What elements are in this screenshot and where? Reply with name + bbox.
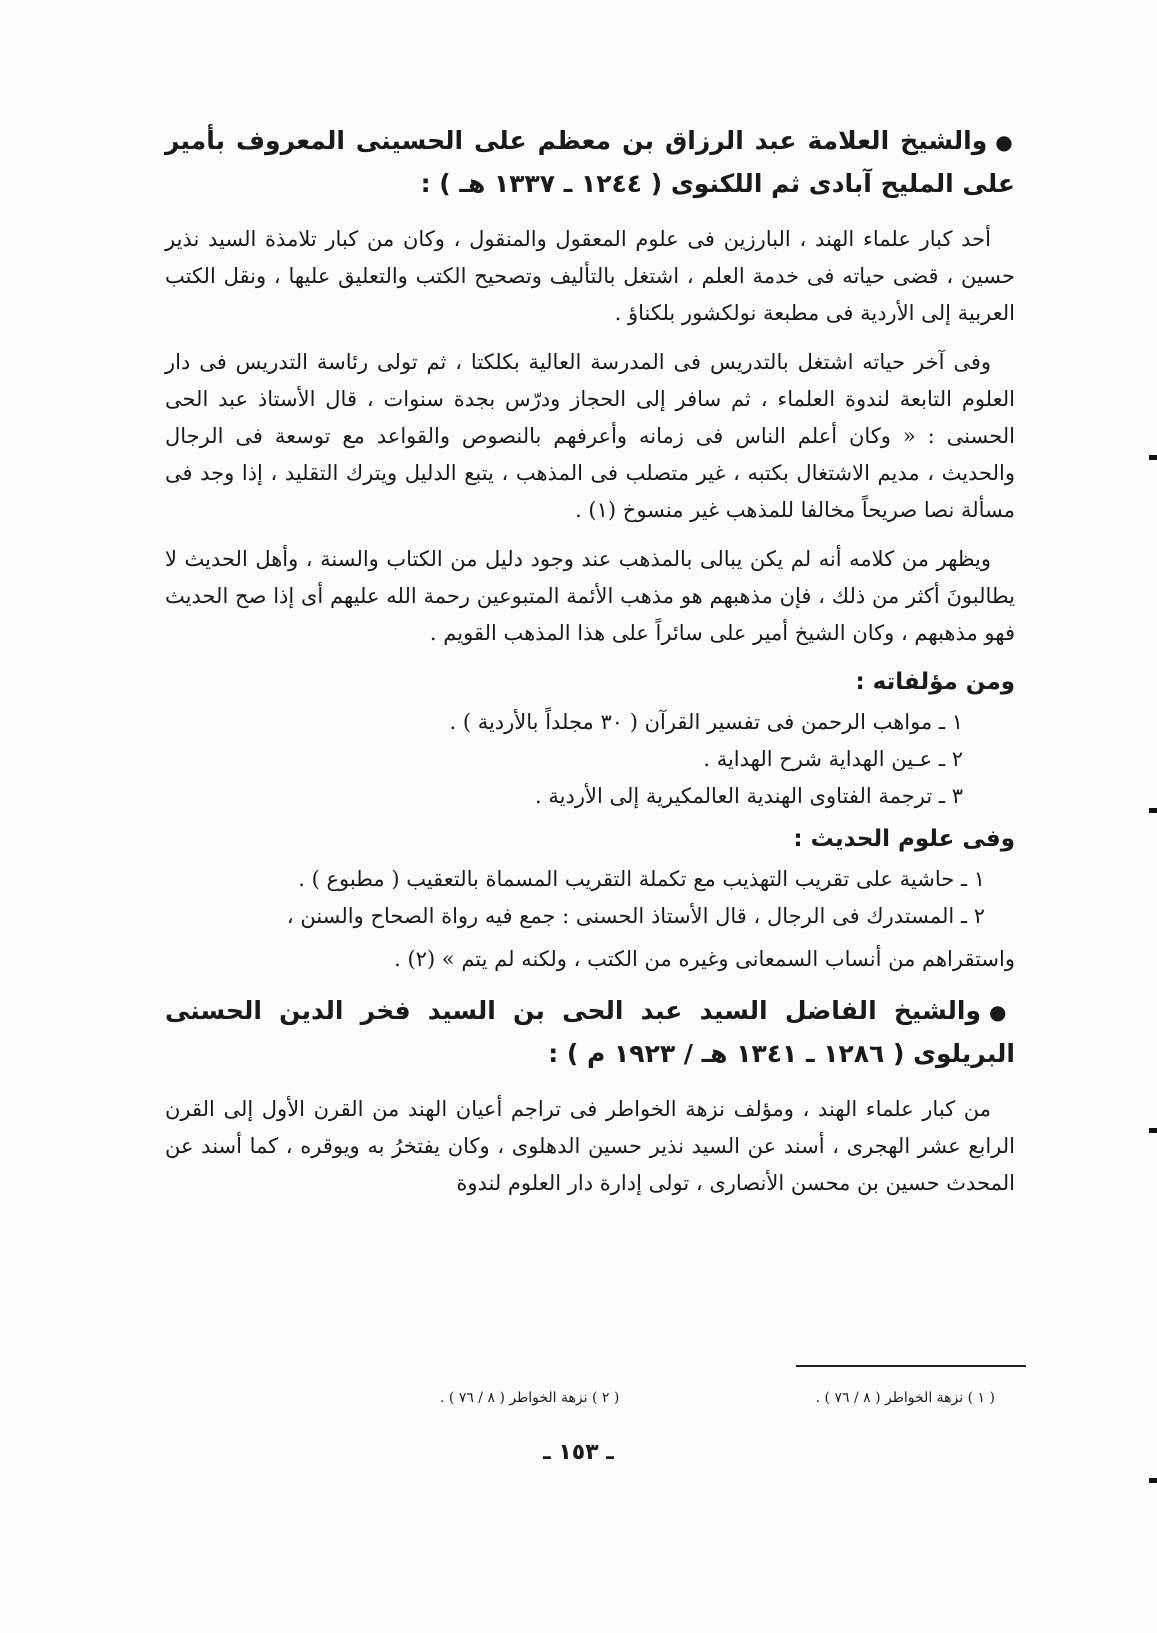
list-item-continuation: واستقراهم من أنساب السمعانى وغيره من الكتب ، ولكنه لم يتم » (٢) . — [394, 947, 1015, 971]
scan-mark — [1149, 1478, 1157, 1483]
page-number: ـ ١٥٣ ـ — [543, 1440, 614, 1465]
hadith-heading: وفى علوم الحديث : — [793, 826, 1015, 852]
works-heading: ومن مؤلفاته : — [855, 669, 1015, 695]
list-item: ١ ـ مواهب الرحمن فى تفسير القرآن ( ٣٠ مجلداً بالأردية ) . — [449, 710, 963, 734]
paragraph: أحد كبار علماء الهند ، البارزين فى علوم المعقول والمنقول ، وكان من كبار تلامذة السيد نذير حسين ، قضى حياته فى خدمة العلم ، اشتغل بالتأليف وتصحيح الكتب والتعليق عليها ، ونقل الكتب العربية إلى الأردية فى مطبعة نولكشور بلكناؤ . — [165, 227, 1015, 325]
hadith-works-list — [165, 861, 1015, 935]
paragraph: من كبار علماء الهند ، ومؤلف نزهة الخواطر فى تراجم أعيان الهند من القرن الأول إلى القرن الرابع عشر الهجرى ، أسند عن السيد نذير حسين الدهلوى ، وكان يفتخرُ به ويوقره ، كما أسند عن المحدث حسين بن محسن الأنصارى ، تولى إدارة دار العلوم لندوة — [165, 1097, 1015, 1195]
scan-mark — [1149, 1128, 1157, 1133]
list-item: ١ ـ حاشية على تقريب التهذيب مع تكملة التقريب المسماة بالتعقيب ( مطبوع ) . — [298, 867, 985, 891]
bullet-icon: ● — [995, 130, 1016, 154]
footnote: ( ١ ) نزهة الخواطر ( ٨ / ٧٦ ) . — [815, 1390, 995, 1406]
scan-mark — [1149, 808, 1157, 813]
list-item: ٢ ـ المستدرك فى الرجال ، قال الأستاذ الحسنى : جمع فيه رواة الصحاح والسنن ، — [286, 904, 985, 928]
page-content — [165, 120, 1015, 1214]
list-item: ٢ ـ عـين الهداية شرح الهداية . — [703, 747, 963, 771]
section-heading: ●والشيخ العلامة عبد الرزاق بن معظم على الحسينى المعروف بأمير على المليح آبادى ثم اللكنوى ( ١٢٤٤ ـ ١٣٣٧ هـ ) : — [165, 126, 1016, 198]
footnote-divider — [796, 1365, 1026, 1367]
footnote: ( ٢ ) نزهة الخواطر ( ٨ / ٧٦ ) . — [440, 1390, 620, 1406]
list-item: ٣ ـ ترجمة الفتاوى الهندية العالمكيرية إلى الأردية . — [535, 784, 963, 808]
section-heading: ●والشيخ الفاضل السيد عبد الحى بن السيد فخر الدين الحسنى البريلوى ( ١٢٨٦ ـ ١٣٤١ هـ / ١٩٢٣ م ) : — [165, 996, 1015, 1068]
paragraph: ويظهر من كلامه أنه لم يكن يبالى بالمذهب عند وجود دليل من الكتاب والسنة ، وأهل الحديث لا يطالبونَ أكثر من ذلك ، فإن مذهبهم هو مذهب الأئمة المتبوعين رحمة الله عليهم أى إذا صح الحديث فهو مذهبهم ، وكان الشيخ أمير على سائراً على هذا المذهب القويم . — [165, 547, 1015, 645]
scan-mark — [1149, 455, 1157, 460]
footnotes — [440, 1388, 995, 1408]
bullet-icon: ● — [989, 1000, 1015, 1024]
paragraph: وفى آخر حياته اشتغل بالتدريس فى المدرسة العالية بكلكتا ، ثم تولى رئاسة التدريس فى دار العلوم التابعة لندوة العلماء ، ثم سافر إلى الحجاز ودرّس بجدة سنوات ، قال الأستاذ عبد الحى الحسنى : « وكان أعلم الناس فى زمانه وأعرفهم بالنصوص والقواعد مع توسعة فى الرجال والحديث ، مديم الاشتغال بكتبه ، غير متصلب فى المذهب ، يتبع الدليل ويترك التقليد ، إذا وجد فى مسألة نصا صريحاً مخالفا للمذهب غير منسوخ (١) . — [165, 350, 1015, 522]
works-list — [165, 704, 1015, 815]
